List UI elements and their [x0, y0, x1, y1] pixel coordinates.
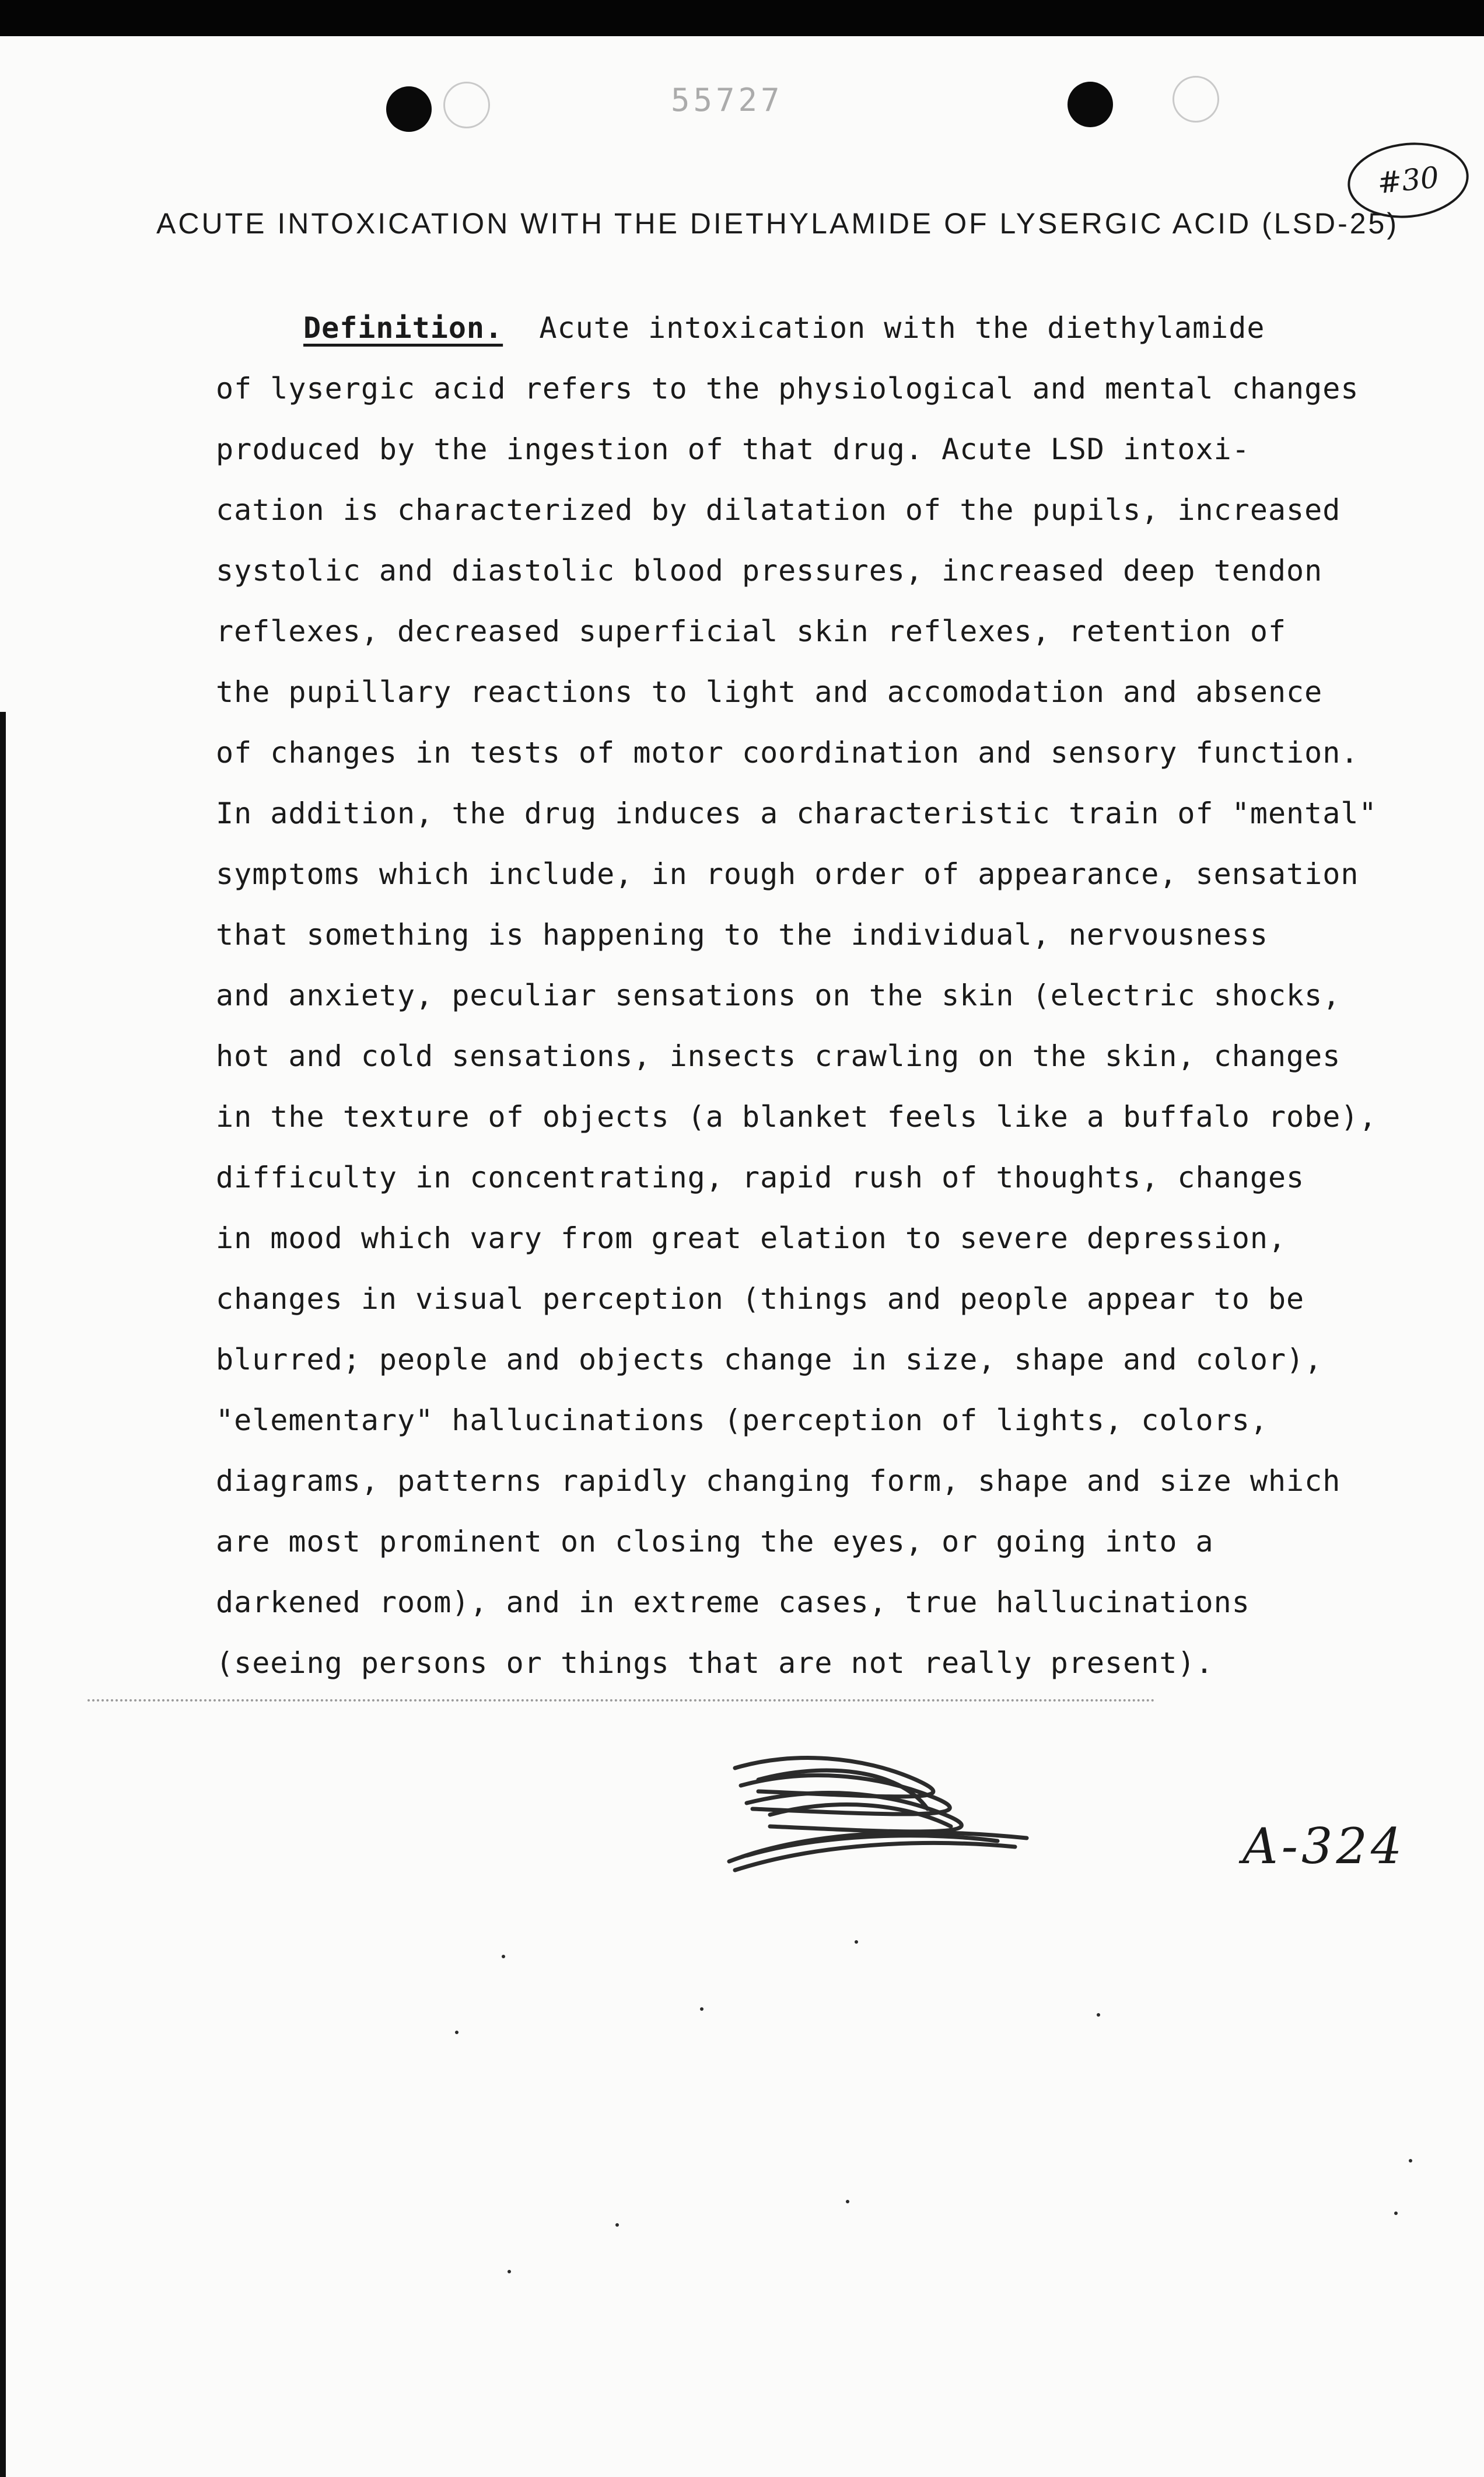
scan-speck — [700, 2007, 704, 2011]
paragraph-line: difficulty in concentrating, rapid rush of thoughts, changes — [216, 1161, 1305, 1194]
scan-speck — [846, 2200, 849, 2203]
paragraph-line: (seeing persons or things that are not really present). — [216, 1646, 1214, 1680]
scan-speck — [855, 1940, 858, 1944]
paragraph-line-1 — [216, 298, 1418, 358]
definition-label: Definition. — [303, 311, 503, 345]
punch-hole-left-faint — [443, 82, 490, 128]
scan-top-edge — [0, 0, 1484, 36]
paragraph-line: diagrams, patterns rapidly changing form, shape and size which — [216, 1464, 1341, 1498]
scan-speck — [455, 2031, 459, 2034]
paragraph-line: reflexes, decreased superficial skin reflexes, retention of — [216, 614, 1287, 648]
stamp-number: 55727 — [671, 82, 783, 118]
paragraph-line: symptoms which include, in rough order of appearance, sensation — [216, 857, 1359, 891]
paragraph-line: "elementary" hallucinations (perception of lights, colors, — [216, 1403, 1268, 1437]
scan-left-edge — [0, 712, 6, 2477]
scan-speck — [615, 2223, 619, 2227]
redaction-scribble — [723, 1745, 1038, 1885]
handwritten-code: A-324 — [1242, 1818, 1406, 1875]
paragraph-line: of lysergic acid refers to the physiological and mental changes — [216, 372, 1359, 406]
punch-hole-right — [1068, 82, 1113, 127]
scan-speck — [1394, 2212, 1398, 2215]
definition-paragraph — [216, 298, 1418, 1693]
punch-hole-right-faint — [1172, 76, 1219, 123]
handwritten-page-mark: #30 — [1344, 137, 1472, 223]
scan-speck — [508, 2270, 511, 2273]
paragraph-line: the pupillary reactions to light and accomodation and absence — [216, 675, 1323, 709]
paragraph-line: are most prominent on closing the eyes, or going into a — [216, 1525, 1214, 1559]
paragraph-line: that something is happening to the individual, nervousness — [216, 918, 1268, 952]
paragraph-line: of changes in tests of motor coordination and sensory function. — [216, 736, 1359, 770]
paragraph-line: changes in visual perception (things and people appear to be — [216, 1282, 1305, 1316]
paragraph-line: in the texture of objects (a blanket feels like a buffalo robe), — [216, 1100, 1377, 1134]
paragraph-line: and anxiety, peculiar sensations on the skin (electric shocks, — [216, 979, 1341, 1012]
paragraph-line: in mood which vary from great elation to severe depression, — [216, 1221, 1287, 1255]
punch-hole-left — [386, 86, 432, 132]
paragraph-line: In addition, the drug induces a characteristic train of "mental" — [216, 796, 1377, 830]
paragraph-line: produced by the ingestion of that drug. Acute LSD intoxi- — [216, 432, 1250, 466]
paragraph-line: darkened room), and in extreme cases, true hallucinations — [216, 1585, 1250, 1619]
paragraph-line: blurred; people and objects change in size, shape and color), — [216, 1343, 1323, 1377]
dotted-divider — [88, 1699, 1155, 1702]
scan-speck — [1097, 2013, 1100, 2017]
scan-speck — [502, 1955, 505, 1958]
paragraph-line-text: Acute intoxication with the diethylamide — [539, 311, 1265, 345]
document-title: ACUTE INTOXICATION WITH THE DIETHYLAMIDE OF LYSERGIC ACID (LSD-25) — [156, 207, 1399, 240]
paragraph-line: hot and cold sensations, insects crawling on the skin, changes — [216, 1039, 1341, 1073]
paragraph-line: cation is characterized by dilatation of the pupils, increased — [216, 493, 1341, 527]
paragraph-line: systolic and diastolic blood pressures, increased deep tendon — [216, 554, 1323, 588]
scan-speck — [1409, 2159, 1412, 2162]
